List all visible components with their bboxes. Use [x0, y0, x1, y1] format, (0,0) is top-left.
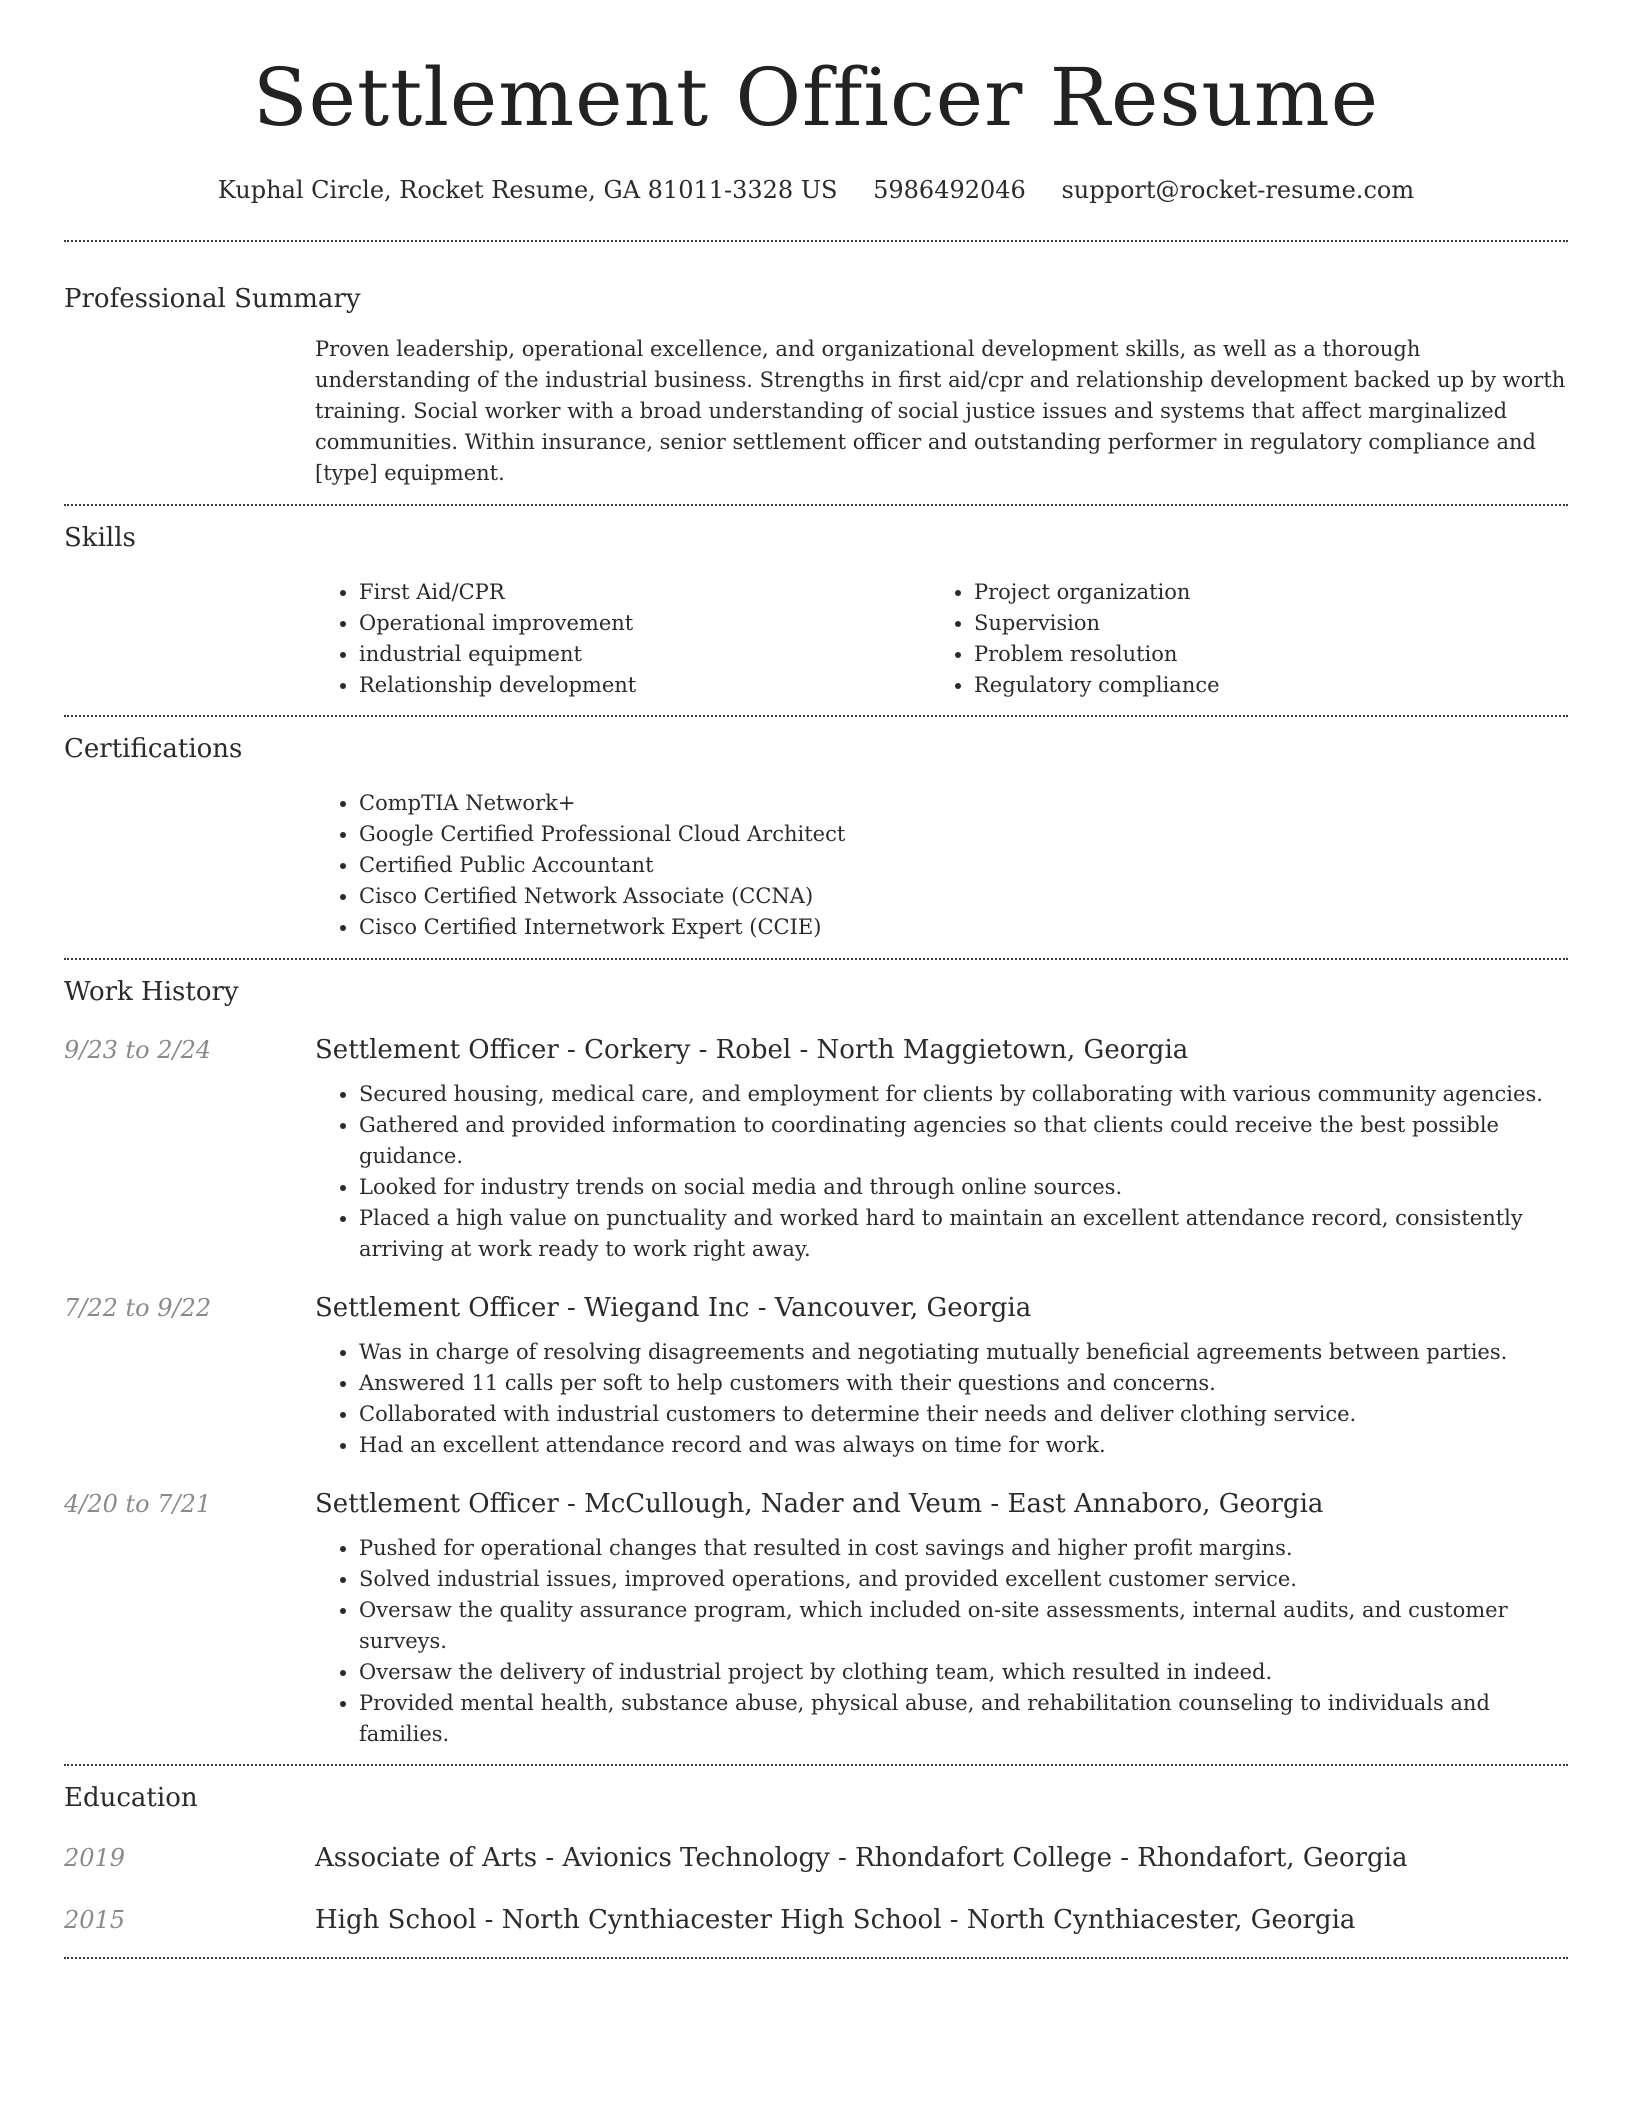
certification-item: • CompTIA Network+ — [359, 788, 1568, 819]
job-bullet: • Was in charge of resolving disagreements and negotiating mutually beneficial agreements between parties. — [359, 1337, 1568, 1368]
job-bullet: • Solved industrial issues, improved operations, and provided excellent customer service. — [359, 1564, 1568, 1595]
skill-item: • Supervision — [974, 608, 1545, 639]
divider — [64, 1957, 1568, 1959]
divider — [64, 240, 1568, 242]
skills-column-right — [930, 577, 1545, 701]
job-entry — [64, 1293, 1568, 1461]
education-date: 2019 — [64, 1844, 126, 1872]
divider — [64, 504, 1568, 506]
summary-text: Proven leadership, operational excellence, and organizational development skills, as well as a thorough understanding of the industrial business. Strengths in first aid/cpr and relationship development backed up by worth training. Social worker with a broad understanding of social justice issues and systems that affect marginalized communities. Within insurance, senior settlement officer and outstanding performer in regulatory compliance and [type] equipment. — [315, 337, 1566, 485]
resume-page — [64, 0, 1568, 1959]
divider — [64, 715, 1568, 717]
job-bullet: • Placed a high value on punctuality and worked hard to maintain an excellent attendance record, consistently arriving at work ready to work right away. — [359, 1203, 1568, 1265]
job-bullet: • Oversaw the delivery of industrial project by clothing team, which resulted in indeed. — [359, 1657, 1568, 1688]
job-title: Settlement Officer - Corkery - Robel - North Maggietown, Georgia — [315, 1035, 1189, 1065]
divider — [64, 958, 1568, 960]
job-bullets — [315, 1337, 1568, 1461]
job-bullet: • Answered 11 calls per soft to help customers with their questions and concerns. — [359, 1368, 1568, 1399]
contact-line — [64, 176, 1568, 204]
job-bullet: • Pushed for operational changes that resulted in cost savings and higher profit margins. — [359, 1533, 1568, 1564]
education-entry — [64, 1843, 1568, 1873]
section-title-education: Education — [64, 1783, 198, 1813]
certification-item: • Cisco Certified Internetwork Expert (CCIE) — [359, 912, 1568, 943]
education-title: Associate of Arts - Avionics Technology - Rhondafort College - Rhondafort, Georgia — [315, 1843, 1408, 1873]
skill-item: • First Aid/CPR — [359, 577, 930, 608]
job-header — [64, 1293, 1568, 1323]
skill-item: • Problem resolution — [974, 639, 1545, 670]
job-title: Settlement Officer - Wiegand Inc - Vancouver, Georgia — [315, 1293, 1032, 1323]
education-entry — [64, 1905, 1568, 1935]
skill-item: • Relationship development — [359, 670, 930, 701]
skill-item: • Operational improvement — [359, 608, 930, 639]
skill-item: • Regulatory compliance — [974, 670, 1545, 701]
job-date: 4/20 to 7/21 — [64, 1490, 212, 1518]
job-bullet: • Oversaw the quality assurance program, which included on-site assessments, internal audits, and customer surveys. — [359, 1595, 1568, 1657]
section-title-certifications: Certifications — [64, 734, 243, 764]
divider — [64, 1764, 1568, 1766]
certification-item: • Google Certified Professional Cloud Architect — [359, 819, 1568, 850]
resume-name: Settlement Officer Resume — [252, 51, 1380, 144]
education-title: High School - North Cynthiacester High School - North Cynthiacester, Georgia — [315, 1905, 1356, 1935]
section-title-summary: Professional Summary — [64, 284, 361, 314]
skills-grid — [315, 577, 1568, 701]
job-bullet: • Provided mental health, substance abuse, physical abuse, and rehabilitation counseling to individuals and families. — [359, 1688, 1568, 1750]
job-entry — [64, 1035, 1568, 1265]
job-bullet: • Looked for industry trends on social media and through online sources. — [359, 1172, 1568, 1203]
job-date: 9/23 to 2/24 — [64, 1036, 212, 1064]
section-title-work-history: Work History — [64, 977, 239, 1007]
skill-item: • industrial equipment — [359, 639, 930, 670]
job-bullet: • Had an excellent attendance record and was always on time for work. — [359, 1430, 1568, 1461]
section-title-skills: Skills — [64, 523, 136, 553]
job-bullet: • Gathered and provided information to coordinating agencies so that clients could receive the best possible guidance. — [359, 1110, 1568, 1172]
job-header — [64, 1489, 1568, 1519]
job-bullets — [315, 1533, 1568, 1750]
job-title: Settlement Officer - McCullough, Nader and Veum - East Annaboro, Georgia — [315, 1489, 1324, 1519]
job-bullet: • Secured housing, medical care, and employment for clients by collaborating with various community agencies. — [359, 1079, 1568, 1110]
contact-address: Kuphal Circle, Rocket Resume, GA 81011-3328 US — [217, 176, 838, 204]
skills-column-left — [315, 577, 930, 701]
education-date: 2015 — [64, 1906, 126, 1934]
certifications-list — [315, 788, 1568, 943]
job-entry — [64, 1489, 1568, 1750]
job-date: 7/22 to 9/22 — [64, 1294, 212, 1322]
job-bullet: • Collaborated with industrial customers to determine their needs and deliver clothing service. — [359, 1399, 1568, 1430]
contact-phone: 5986492046 — [873, 176, 1026, 204]
job-header — [64, 1035, 1568, 1065]
certification-item: • Cisco Certified Network Associate (CCNA) — [359, 881, 1568, 912]
job-bullets — [315, 1079, 1568, 1265]
contact-email: support@rocket-resume.com — [1061, 176, 1415, 204]
certification-item: • Certified Public Accountant — [359, 850, 1568, 881]
skill-item: • Project organization — [974, 577, 1545, 608]
